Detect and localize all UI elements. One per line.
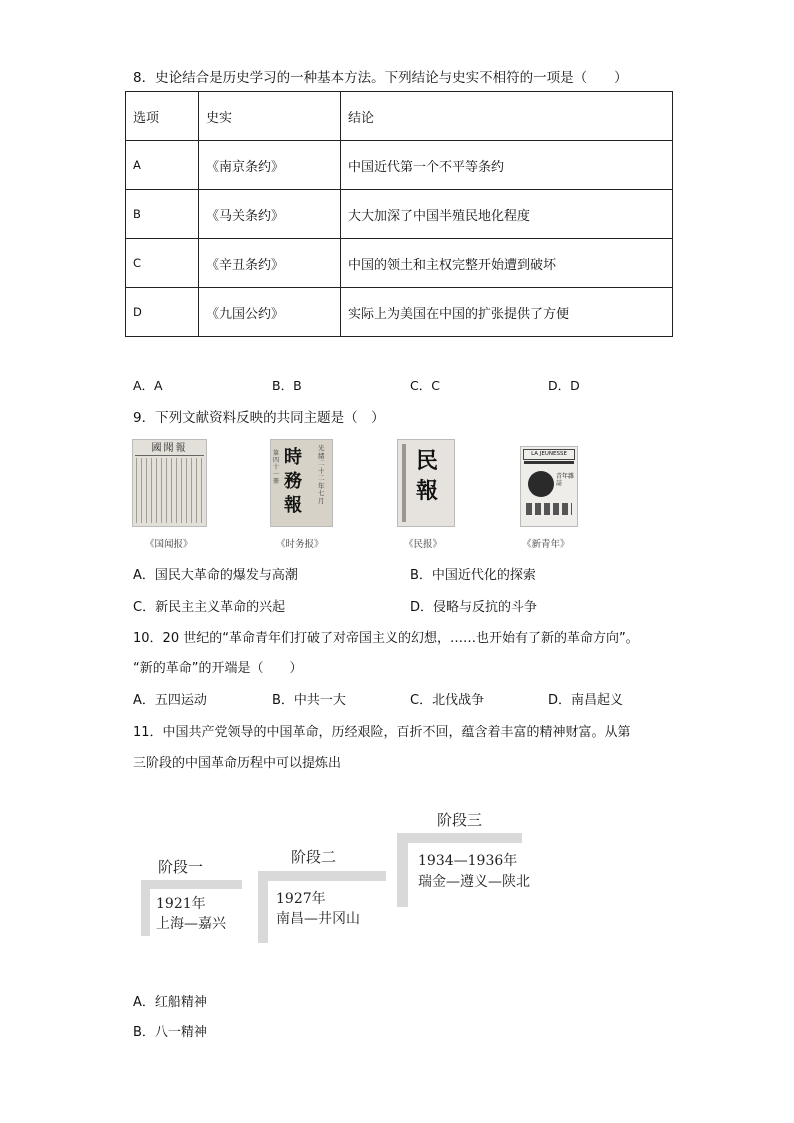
q8-choice-c[interactable]: C．C [410, 378, 440, 393]
stage-2-side-bar [258, 871, 268, 943]
stage-1-title: 阶段一 [158, 858, 204, 876]
q10-choice-c[interactable]: C．北伐战争 [410, 693, 485, 708]
q10-stem-line1: 10．20 世纪的“革命青年们打破了对帝国主义的幻想，……也开始有了新的革命方向”。 [133, 631, 639, 646]
newspaper-shiwubao-image [271, 440, 332, 526]
stage-1-place: 上海—嘉兴 [156, 916, 226, 932]
table-row [126, 288, 673, 337]
masthead-text: 國聞報 [135, 442, 204, 456]
table-cell: 中国的领土和主权完整开始遭到破坏 [341, 239, 673, 288]
stage-2-title: 阶段二 [291, 848, 337, 866]
subtitle-text: 青年雜誌 [556, 473, 575, 487]
stage-3-year: 1934—1936年 [418, 853, 518, 869]
q8-choice-d[interactable]: D．D [548, 378, 580, 393]
magazine-xinqingnian-image [521, 447, 577, 526]
q9-choice-c[interactable]: C．新民主主义革命的兴起 [133, 600, 286, 615]
table-cell: D [126, 288, 199, 337]
table-cell: 《辛丑条约》 [199, 239, 341, 288]
stage-3-top-bar [397, 833, 522, 843]
table-cell: C [126, 239, 199, 288]
masthead-text: 民報 [415, 448, 438, 504]
table-cell: A [126, 141, 199, 190]
stage-1-year: 1921年 [156, 896, 206, 912]
q11-stem-line2: 三阶段的中国革命历程中可以提炼出 [133, 756, 342, 771]
q10-choice-d[interactable]: D．南昌起义 [548, 693, 624, 708]
table-row [126, 141, 673, 190]
masthead-text: 時務報 [284, 447, 302, 516]
q8-table [125, 91, 673, 337]
q10-stem-line2: “新的革命”的开端是（ ） [133, 661, 303, 676]
table-cell: 实际上为美国在中国的扩张提供了方便 [341, 288, 673, 337]
q8-stem: 8．史论结合是历史学习的一种基本方法。下列结论与史实不相符的一项是（ ） [133, 70, 628, 86]
caption-guowenbao: 《国闻报》 [145, 539, 193, 550]
newsprint-texture [136, 458, 203, 523]
q10-choice-b[interactable]: B．中共一大 [272, 693, 346, 708]
newspaper-guowenbao-image [133, 440, 206, 526]
stage-2-place: 南昌—井冈山 [276, 911, 360, 927]
portrait-circle [528, 471, 554, 497]
q11-choice-a[interactable]: A．红船精神 [133, 995, 207, 1010]
table-cell: B [126, 190, 199, 239]
stage-1-top-bar [141, 880, 242, 889]
volume-column: 第四十一冊 [273, 450, 280, 485]
header-band [524, 461, 574, 464]
stage-3-title: 阶段三 [437, 811, 483, 829]
stage-2-year: 1927年 [276, 891, 326, 907]
table-row [126, 239, 673, 288]
stage-1-side-bar [141, 880, 150, 936]
stage-3-side-bar [397, 833, 408, 907]
caption-xinqingnian: 《新青年》 [522, 539, 570, 550]
q9-choice-d[interactable]: D．侵略与反抗的斗争 [410, 600, 538, 615]
table-row [126, 190, 673, 239]
table-cell: 中国近代第一个不平等条约 [341, 141, 673, 190]
table-cell: 《九国公约》 [199, 288, 341, 337]
q11-stem-line1: 11．中国共产党领导的中国革命，历经艰险，百折不回，蕴含着丰富的精神财富。从第 [133, 725, 631, 740]
table-cell: 《马关条约》 [199, 190, 341, 239]
table-header-cell: 结论 [341, 92, 673, 141]
footer-blocks [526, 503, 572, 515]
table-cell: 大大加深了中国半殖民地化程度 [341, 190, 673, 239]
newspaper-minbao-image [398, 440, 454, 526]
q8-choice-a[interactable]: A．A [133, 378, 163, 393]
date-column: 光緒二十二年七月 [318, 444, 325, 505]
table-header-cell: 选项 [126, 92, 199, 141]
q9-choice-b[interactable]: B．中国近代化的探索 [410, 568, 536, 583]
caption-shiwubao: 《时务报》 [276, 539, 324, 550]
table-cell: 《南京条约》 [199, 141, 341, 190]
caption-minbao: 《民报》 [404, 539, 443, 550]
table-header-cell: 史实 [199, 92, 341, 141]
stage-3-place: 瑞金—遵义—陕北 [418, 874, 530, 890]
table-header-row [126, 92, 673, 141]
q8-choice-b[interactable]: B．B [272, 378, 302, 393]
q9-stem: 9．下列文献资料反映的共同主题是（ ） [133, 410, 385, 426]
spine-stripe [402, 444, 406, 522]
stage-2-top-bar [258, 871, 386, 881]
q9-choice-a[interactable]: A．国民大革命的爆发与高潮 [133, 568, 298, 583]
masthead-text: LA JEUNESSE [523, 449, 575, 460]
q10-choice-a[interactable]: A．五四运动 [133, 693, 207, 708]
q11-choice-b[interactable]: B．八一精神 [133, 1025, 207, 1040]
